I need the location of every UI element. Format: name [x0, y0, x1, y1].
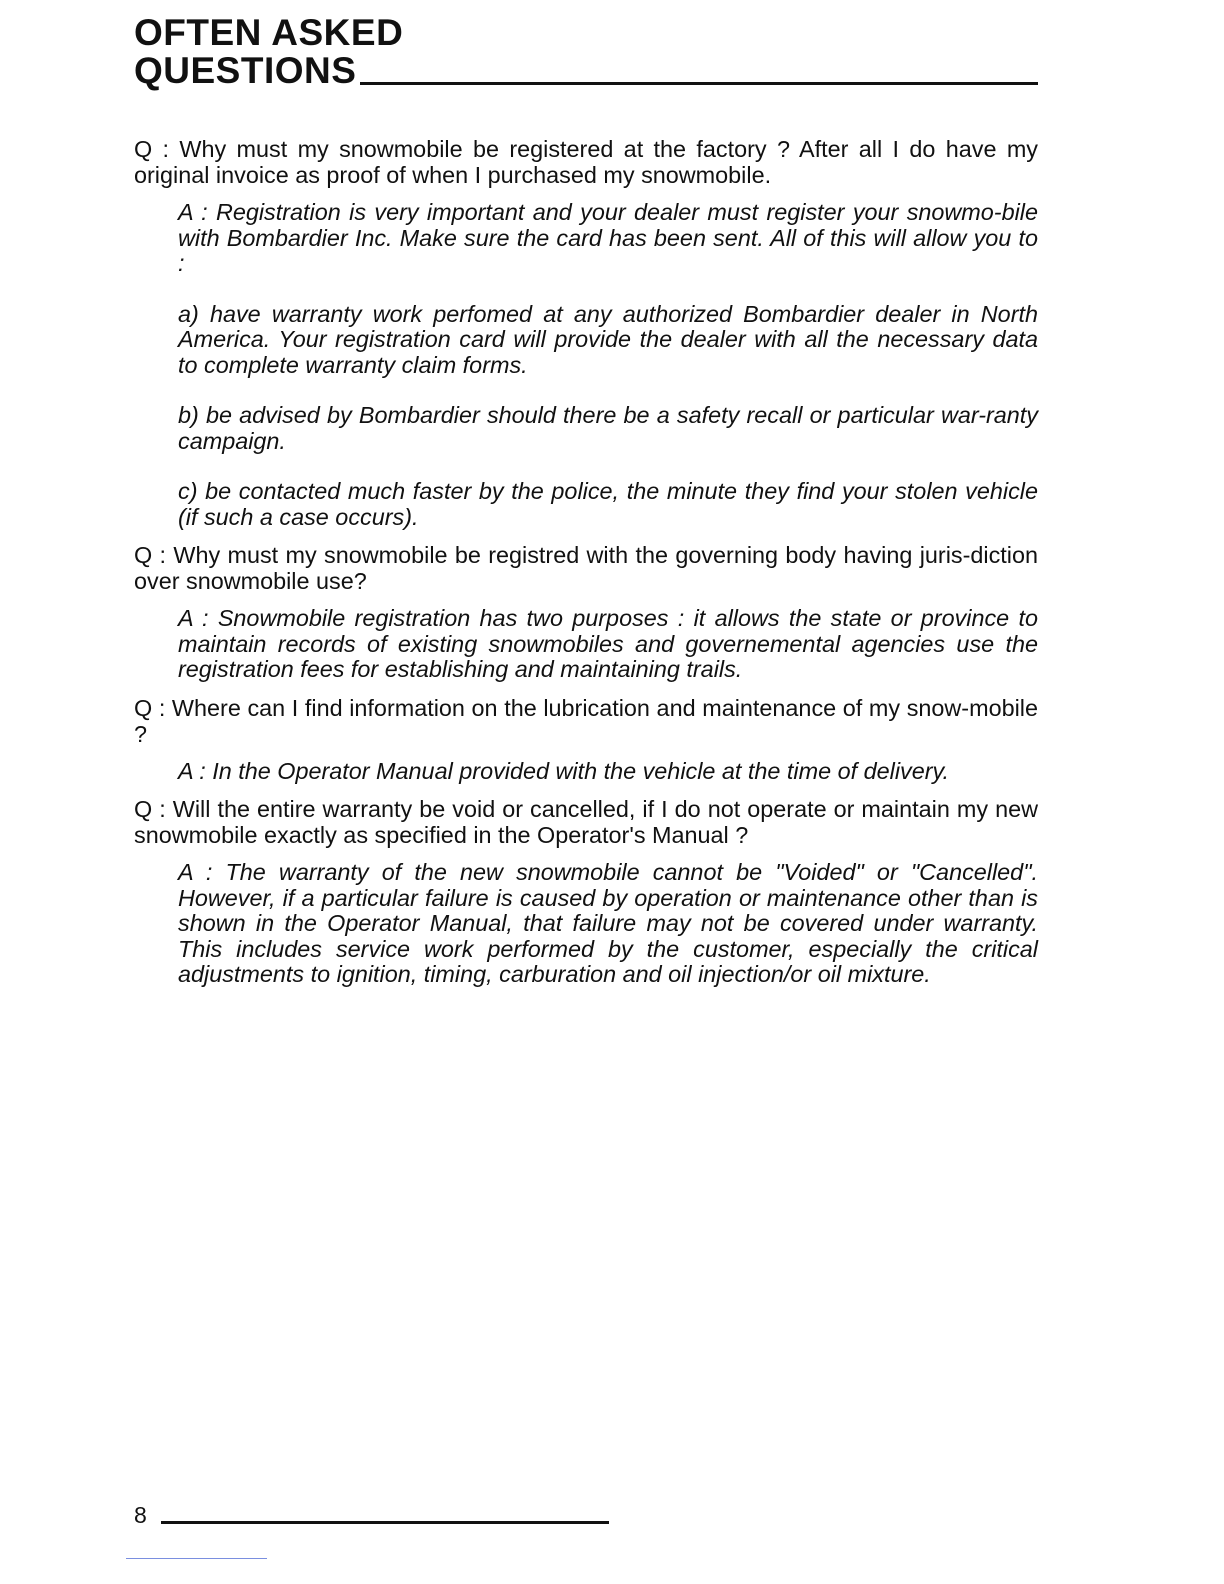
- question-2: Q : Why must my snowmobile be registred with the governing body having juris-diction over snowmobile use?: [134, 542, 1038, 594]
- answer-1-item-c: c) be contacted much faster by the police, the minute they find your stolen vehicle (if such a case occurs).: [178, 478, 1038, 530]
- answer-2: A : Snowmobile registration has two purposes : it allows the state or province to maintain records of existing snowmobiles and governemental agencies use the registration fees for establishing and maintaining trails.: [178, 605, 1038, 682]
- faq-content: [134, 136, 1038, 1013]
- page-title-row: [134, 52, 1038, 90]
- footer-rule-divider: [161, 1521, 609, 1524]
- page-footer: [134, 1502, 609, 1528]
- page-header: [134, 14, 1038, 90]
- question-1: Q : Why must my snowmobile be registered at the factory ? After all I do have my original invoice as proof of when I purchased my snowmobile.: [134, 136, 1038, 188]
- answer-1-intro: A : Registration is very important and your dealer must register your snowmo-bile with Bombardier Inc. Make sure the card has been sent. All of this will allow you to :: [178, 199, 1038, 276]
- question-3: Q : Where can I find information on the lubrication and maintenance of my snow-mobile ?: [134, 694, 1038, 747]
- title-rule-divider: [360, 82, 1038, 85]
- page-number: 8: [134, 1502, 147, 1528]
- answer-3: A : In the Operator Manual provided with the vehicle at the time of delivery.: [178, 757, 949, 784]
- answer-1-item-a: a) have warranty work perfomed at any authorized Bombardier dealer in North America. Your registration card will provide the dealer with all the necessary data to complete warranty claim forms.: [178, 300, 1038, 378]
- answer-1-item-b: b) be advised by Bombardier should there be a safety recall or particular war-ranty campaign.: [178, 402, 1038, 454]
- answer-4: A : The warranty of the new snowmobile cannot be "Voided" or "Cancelled". However, if a particular failure is caused by operation or maintenance other than is shown in the Operator Manual, that failure may not be covered under warranty. This includes service work performed by the customer, especially the critical adjustments to ignition, timing, carburation and oil injection/or oil mixture.: [178, 859, 1038, 987]
- scan-edge-mark: [126, 1558, 267, 1559]
- question-4: Q : Will the entire warranty be void or cancelled, if I do not operate or maintain my new snowmobile exactly as specified in the Operator's Manual ?: [134, 796, 1038, 848]
- page-title-line-1: OFTEN ASKED: [134, 12, 404, 53]
- page-title-line-2: QUESTIONS: [134, 50, 357, 91]
